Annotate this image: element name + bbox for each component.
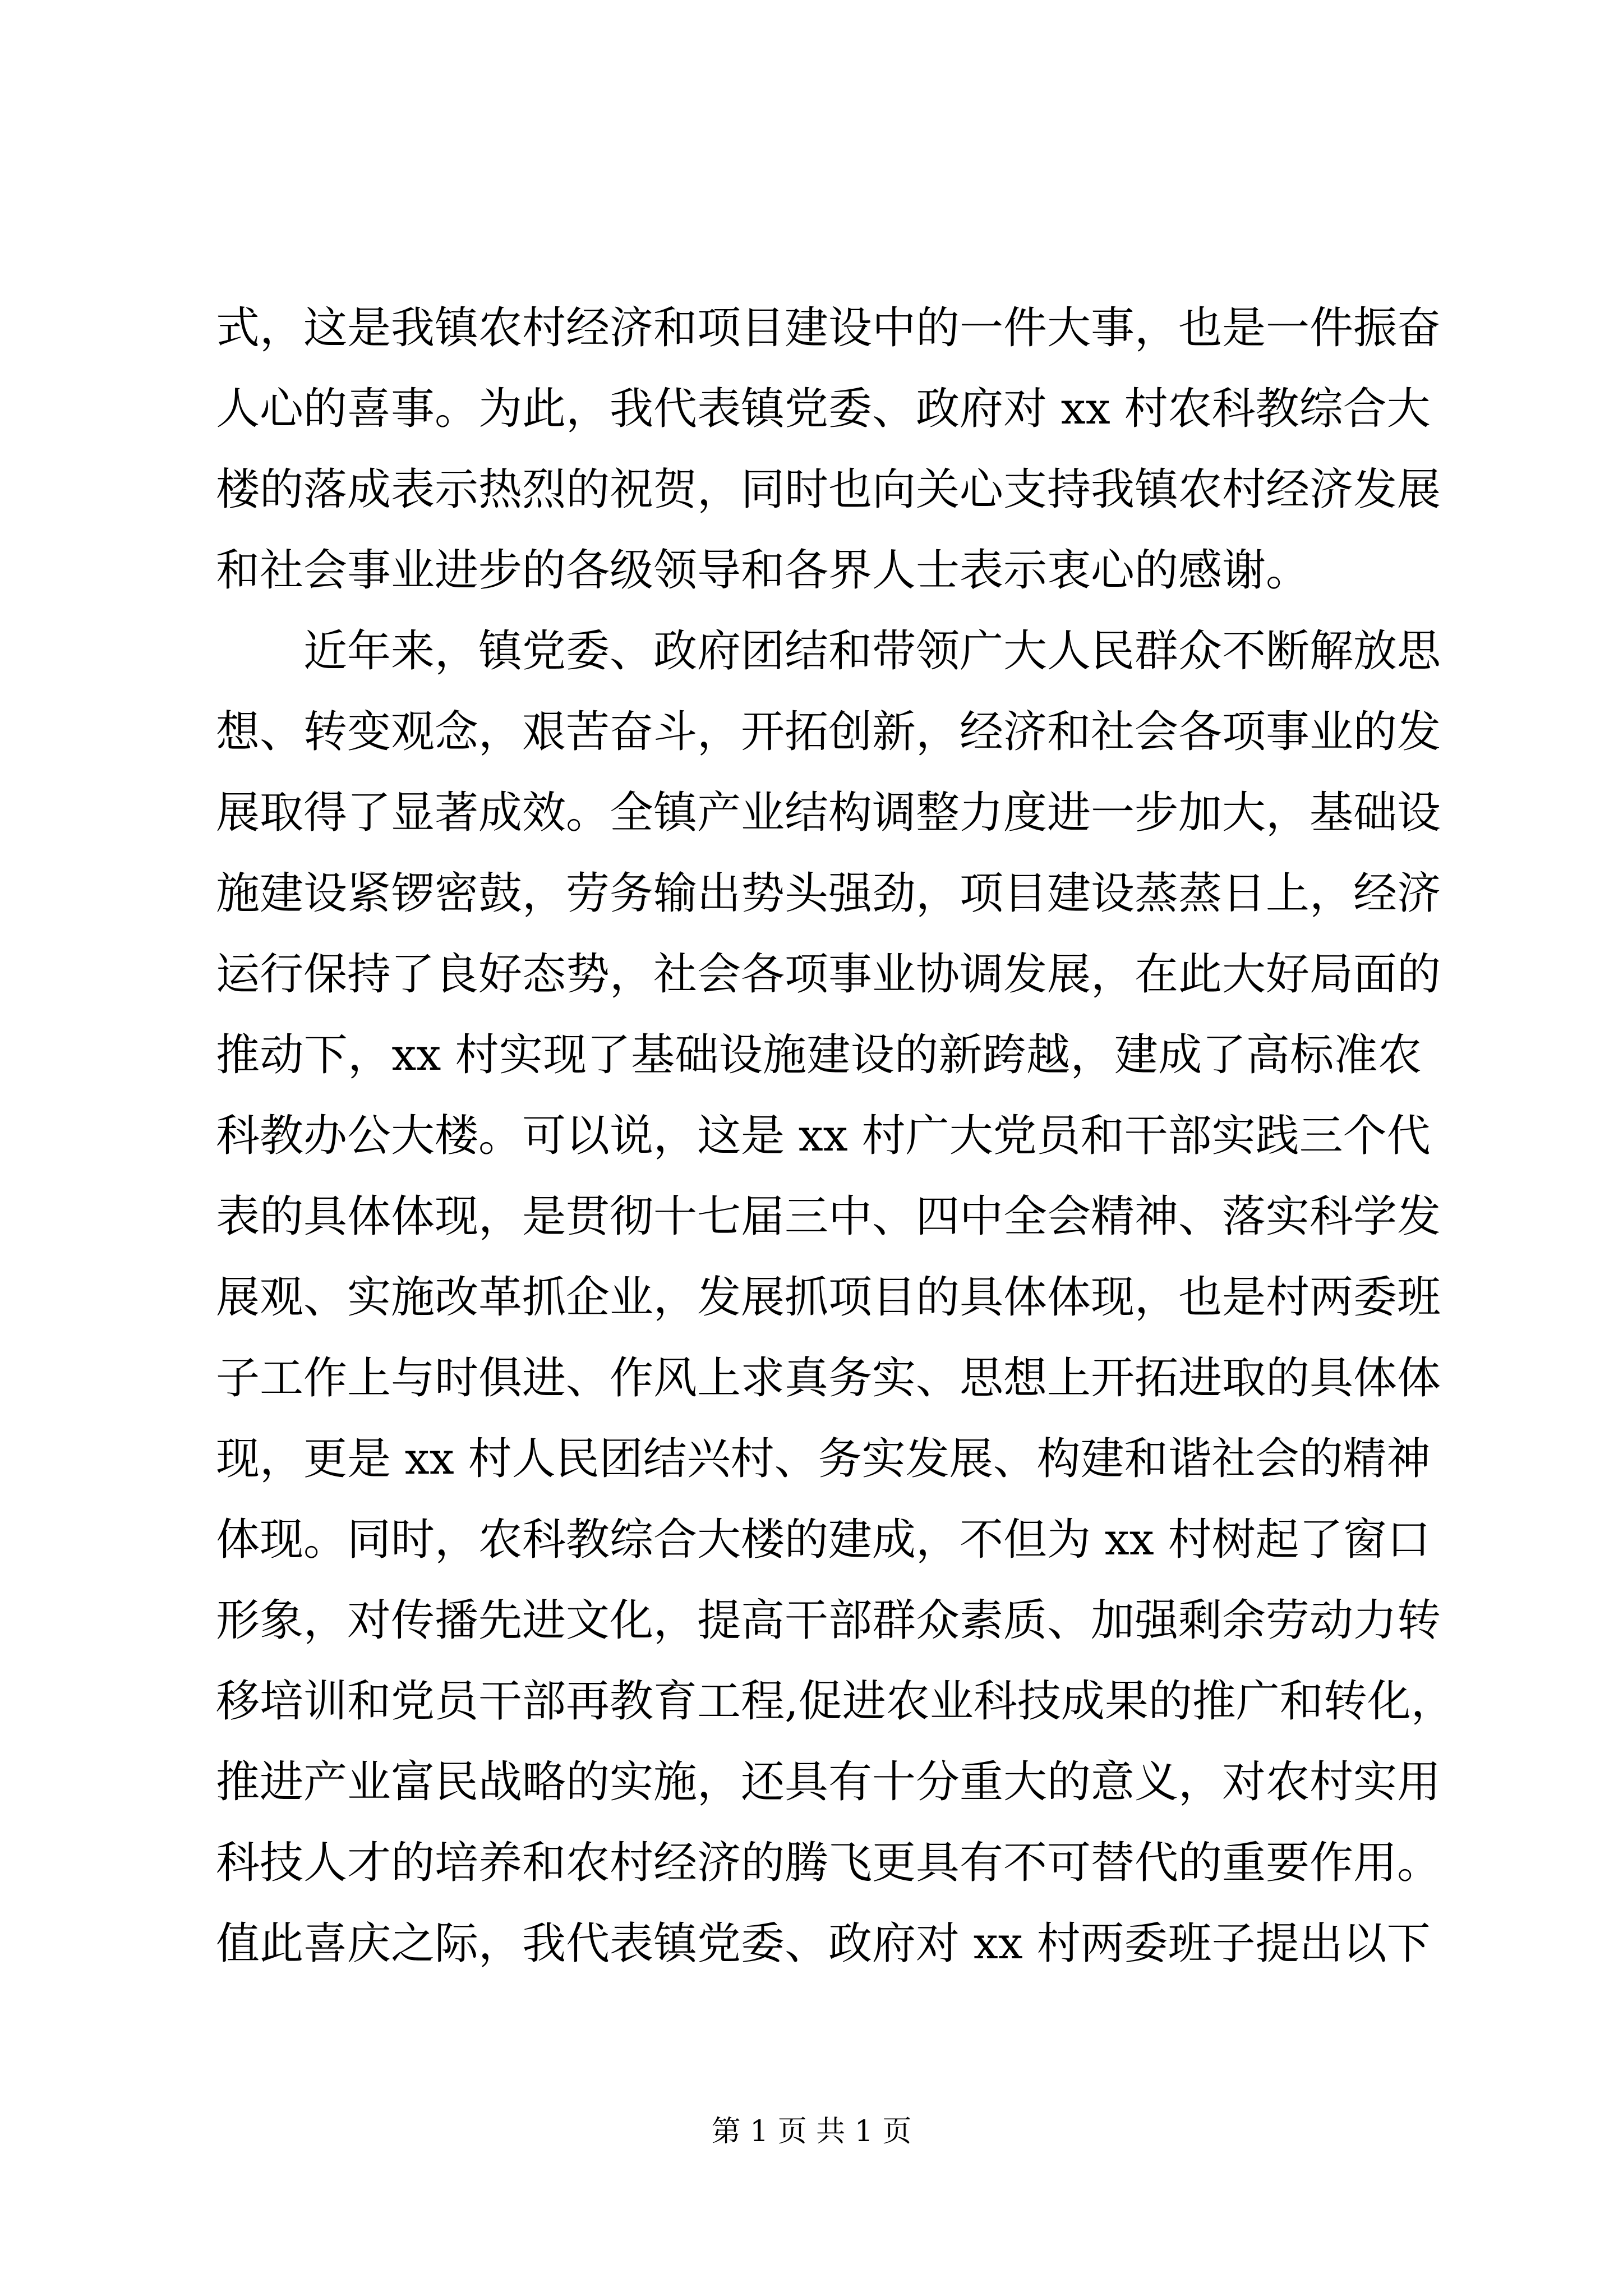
- text-line: 移培训和党员干部再教育工程,促进农业科技成果的推广和转化，: [216, 1676, 1455, 1727]
- text-line: 展观、实施改革抓企业，发展抓项目的具体体现，也是村两委班: [216, 1272, 1441, 1323]
- text-line: 子工作上与时俱进、作风上求真务实、思想上开拓进取的具体体: [216, 1353, 1441, 1404]
- paragraph-2: [216, 611, 1455, 1984]
- text-line: 近年来，镇党委、政府团结和带领广大人民群众不断解放思: [303, 626, 1441, 677]
- text-line: 科教办公大楼。可以说，这是 xx 村广大党员和干部实践三个代: [216, 1111, 1431, 1161]
- text-line: 楼的落成表示热烈的祝贺，同时也向关心支持我镇农村经济发展: [216, 464, 1441, 515]
- text-line: 现，更是 xx 村人民团结兴村、务实发展、构建和谐社会的精神: [216, 1434, 1431, 1484]
- document-body: [216, 288, 1455, 1984]
- text-line: 人心的喜事。为此，我代表镇党委、政府对 xx 村农科教综合大: [216, 384, 1431, 434]
- text-line: 表的具体体现，是贯彻十七届三中、四中全会精神、落实科学发: [216, 1191, 1441, 1242]
- text-line: 推进产业富民战略的实施，还具有十分重大的意义，对农村实用: [216, 1757, 1441, 1807]
- text-line: 形象，对传播先进文化，提高干部群众素质、加强剩余劳动力转: [216, 1595, 1441, 1646]
- text-line: 值此喜庆之际，我代表镇党委、政府对 xx 村两委班子提出以下: [216, 1918, 1431, 1969]
- text-line: 推动下，xx 村实现了基础设施建设的新跨越，建成了高标准农: [216, 1030, 1422, 1080]
- text-line: 式，这是我镇农村经济和项目建设中的一件大事，也是一件振奋: [216, 303, 1441, 353]
- text-line: 和社会事业进步的各级领导和各界人士表示衷心的感谢。: [216, 545, 1310, 596]
- text-line: 施建设紧锣密鼓，劳务输出势头强劲，项目建设蒸蒸日上，经济: [216, 868, 1441, 919]
- text-line: 运行保持了良好态势，社会各项事业协调发展，在此大好局面的: [216, 949, 1441, 1000]
- page-footer: [0, 2115, 1623, 2148]
- text-line: 体现。同时，农科教综合大楼的建成，不但为 xx 村树起了窗口: [216, 1515, 1431, 1565]
- text-line: 科技人才的培养和农村经济的腾飞更具有不可替代的重要作用。: [216, 1838, 1441, 1888]
- text-line: 想、转变观念，艰苦奋斗，开拓创新，经济和社会各项事业的发: [216, 707, 1441, 757]
- text-line: 展取得了显著成效。全镇产业结构调整力度进一步加大，基础设: [216, 788, 1441, 838]
- page-number-label: 第 1 页 共 1 页: [711, 2115, 912, 2148]
- paragraph-1: [216, 288, 1441, 611]
